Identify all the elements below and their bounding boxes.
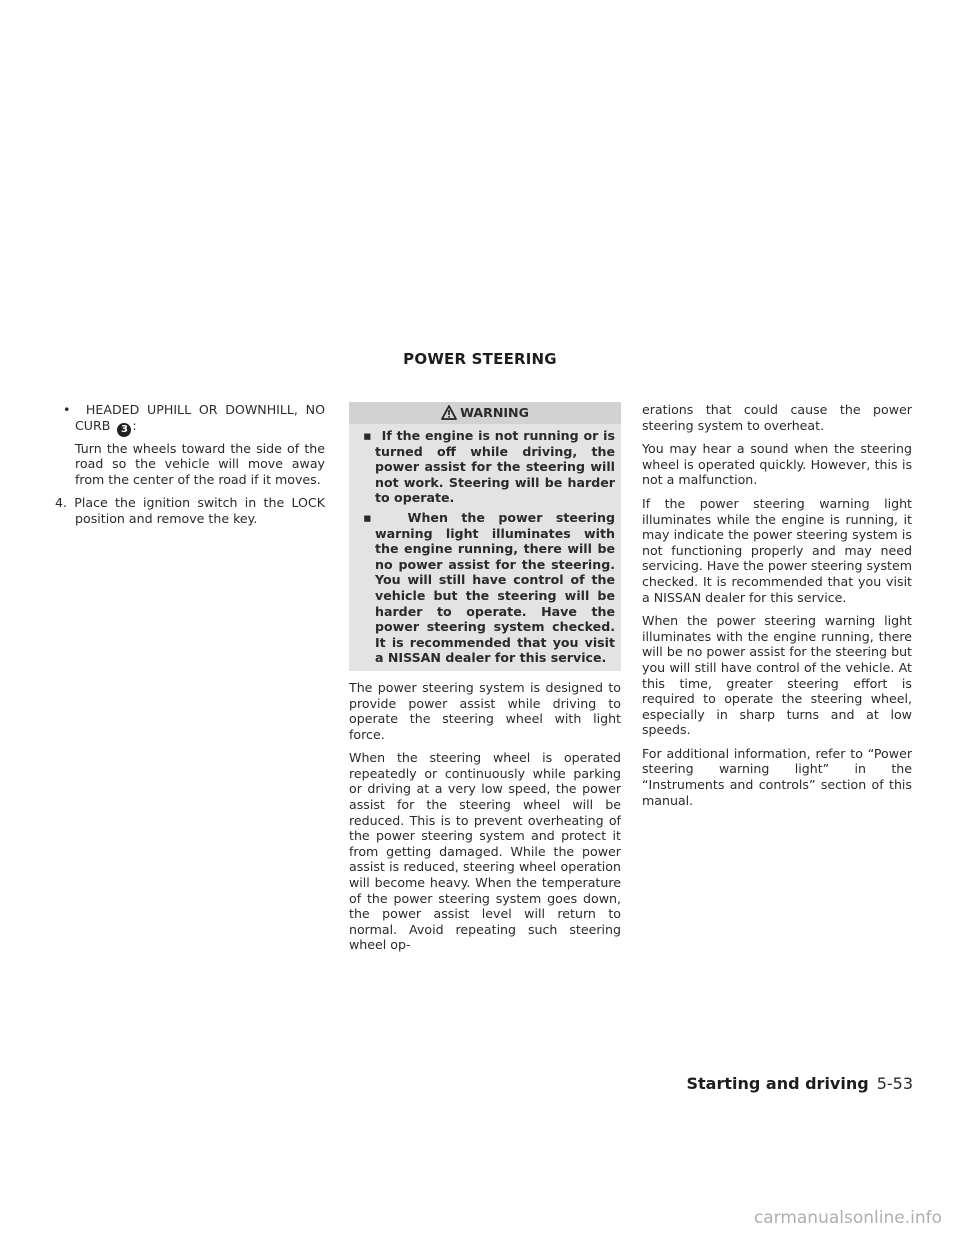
bullet-item	[55, 402, 325, 437]
warning-header	[349, 402, 621, 424]
section-title: POWER STEERING	[403, 350, 557, 368]
bullet-icon: ▪	[363, 509, 381, 525]
paragraph: When the power steering warning light illuminates with the engine running, there will be no power assist for the steering but you will still have control of the vehicle. At this time, greater steering effort is required to operate the steering wheel, especially in sharp turns and at low speeds.	[642, 613, 912, 738]
warning-item	[349, 424, 621, 506]
page-number: 5-53	[876, 1074, 913, 1093]
step-4	[55, 495, 325, 526]
watermark: carmanualsonline.info	[753, 1208, 942, 1228]
column-right	[642, 402, 912, 816]
page-footer	[686, 1074, 913, 1093]
paragraph: For additional information, refer to “Power steering warning light” in the “Instruments and controls” section of this manual.	[642, 745, 912, 808]
paragraph: If the power steering warning light illuminates while the engine is running, it may indicate the power steering system is not functioning properly and may need servicing. Have the power steering system checked. It is recommended that you visit a NISSAN dealer for this service.	[642, 495, 913, 605]
paragraph: When the steering wheel is operated repeatedly or continuously while parking or driving at a very low speed, the power assist for the steering wheel will be reduced. This is to prevent overheating of the power steering system and protect it from getting damaged. While the power assist is reduced, steering wheel operation will become heavy. When the temperature of the power steering system goes down, the power assist level will return to normal. Avoid repeating such steering wheel op-	[349, 750, 621, 953]
bullet-body: Turn the wheels toward the side of the road so the vehicle will move away from the center of the road if it moves.	[75, 440, 325, 487]
bullet-icon: •	[63, 402, 71, 417]
warning-item-text: When the power steering warning light illuminates with the engine running, there will be no power assist for the steering. You will still have control of the vehicle but the steering will be harder to operate. Have the power steering system checked. It is recommended that you visit a NISSAN dealer for this service.	[375, 509, 615, 666]
paragraph: You may hear a sound when the steering wheel is operated quickly. However, this is not a malfunction.	[642, 441, 912, 488]
warning-item	[349, 506, 621, 666]
paragraph: The power steering system is designed to provide power assist while driving to operate the steering wheel with light force.	[349, 679, 621, 742]
warning-triangle-icon	[441, 405, 457, 427]
warning-box	[349, 402, 621, 671]
column-left	[55, 402, 325, 527]
step-number: 4.	[55, 495, 68, 511]
step-text: Place the ignition switch in the LOCK position and remove the key.	[74, 495, 325, 526]
paragraph: erations that could cause the power steering system to overheat.	[642, 402, 912, 433]
bullet-icon: ▪	[363, 428, 372, 443]
warning-item-text: If the engine is not running or is turned off while driving, the power assist for the steering will not work. Steering will be harder to operate.	[375, 428, 615, 506]
bullet-text: HEADED UPHILL OR DOWNHILL, NO CURB	[75, 402, 325, 433]
callout-3-icon: 3	[117, 423, 131, 437]
column-middle	[349, 402, 621, 961]
bullet-suffix: :	[132, 417, 137, 433]
warning-title: WARNING	[460, 405, 529, 420]
footer-section-label: Starting and driving	[686, 1074, 869, 1093]
